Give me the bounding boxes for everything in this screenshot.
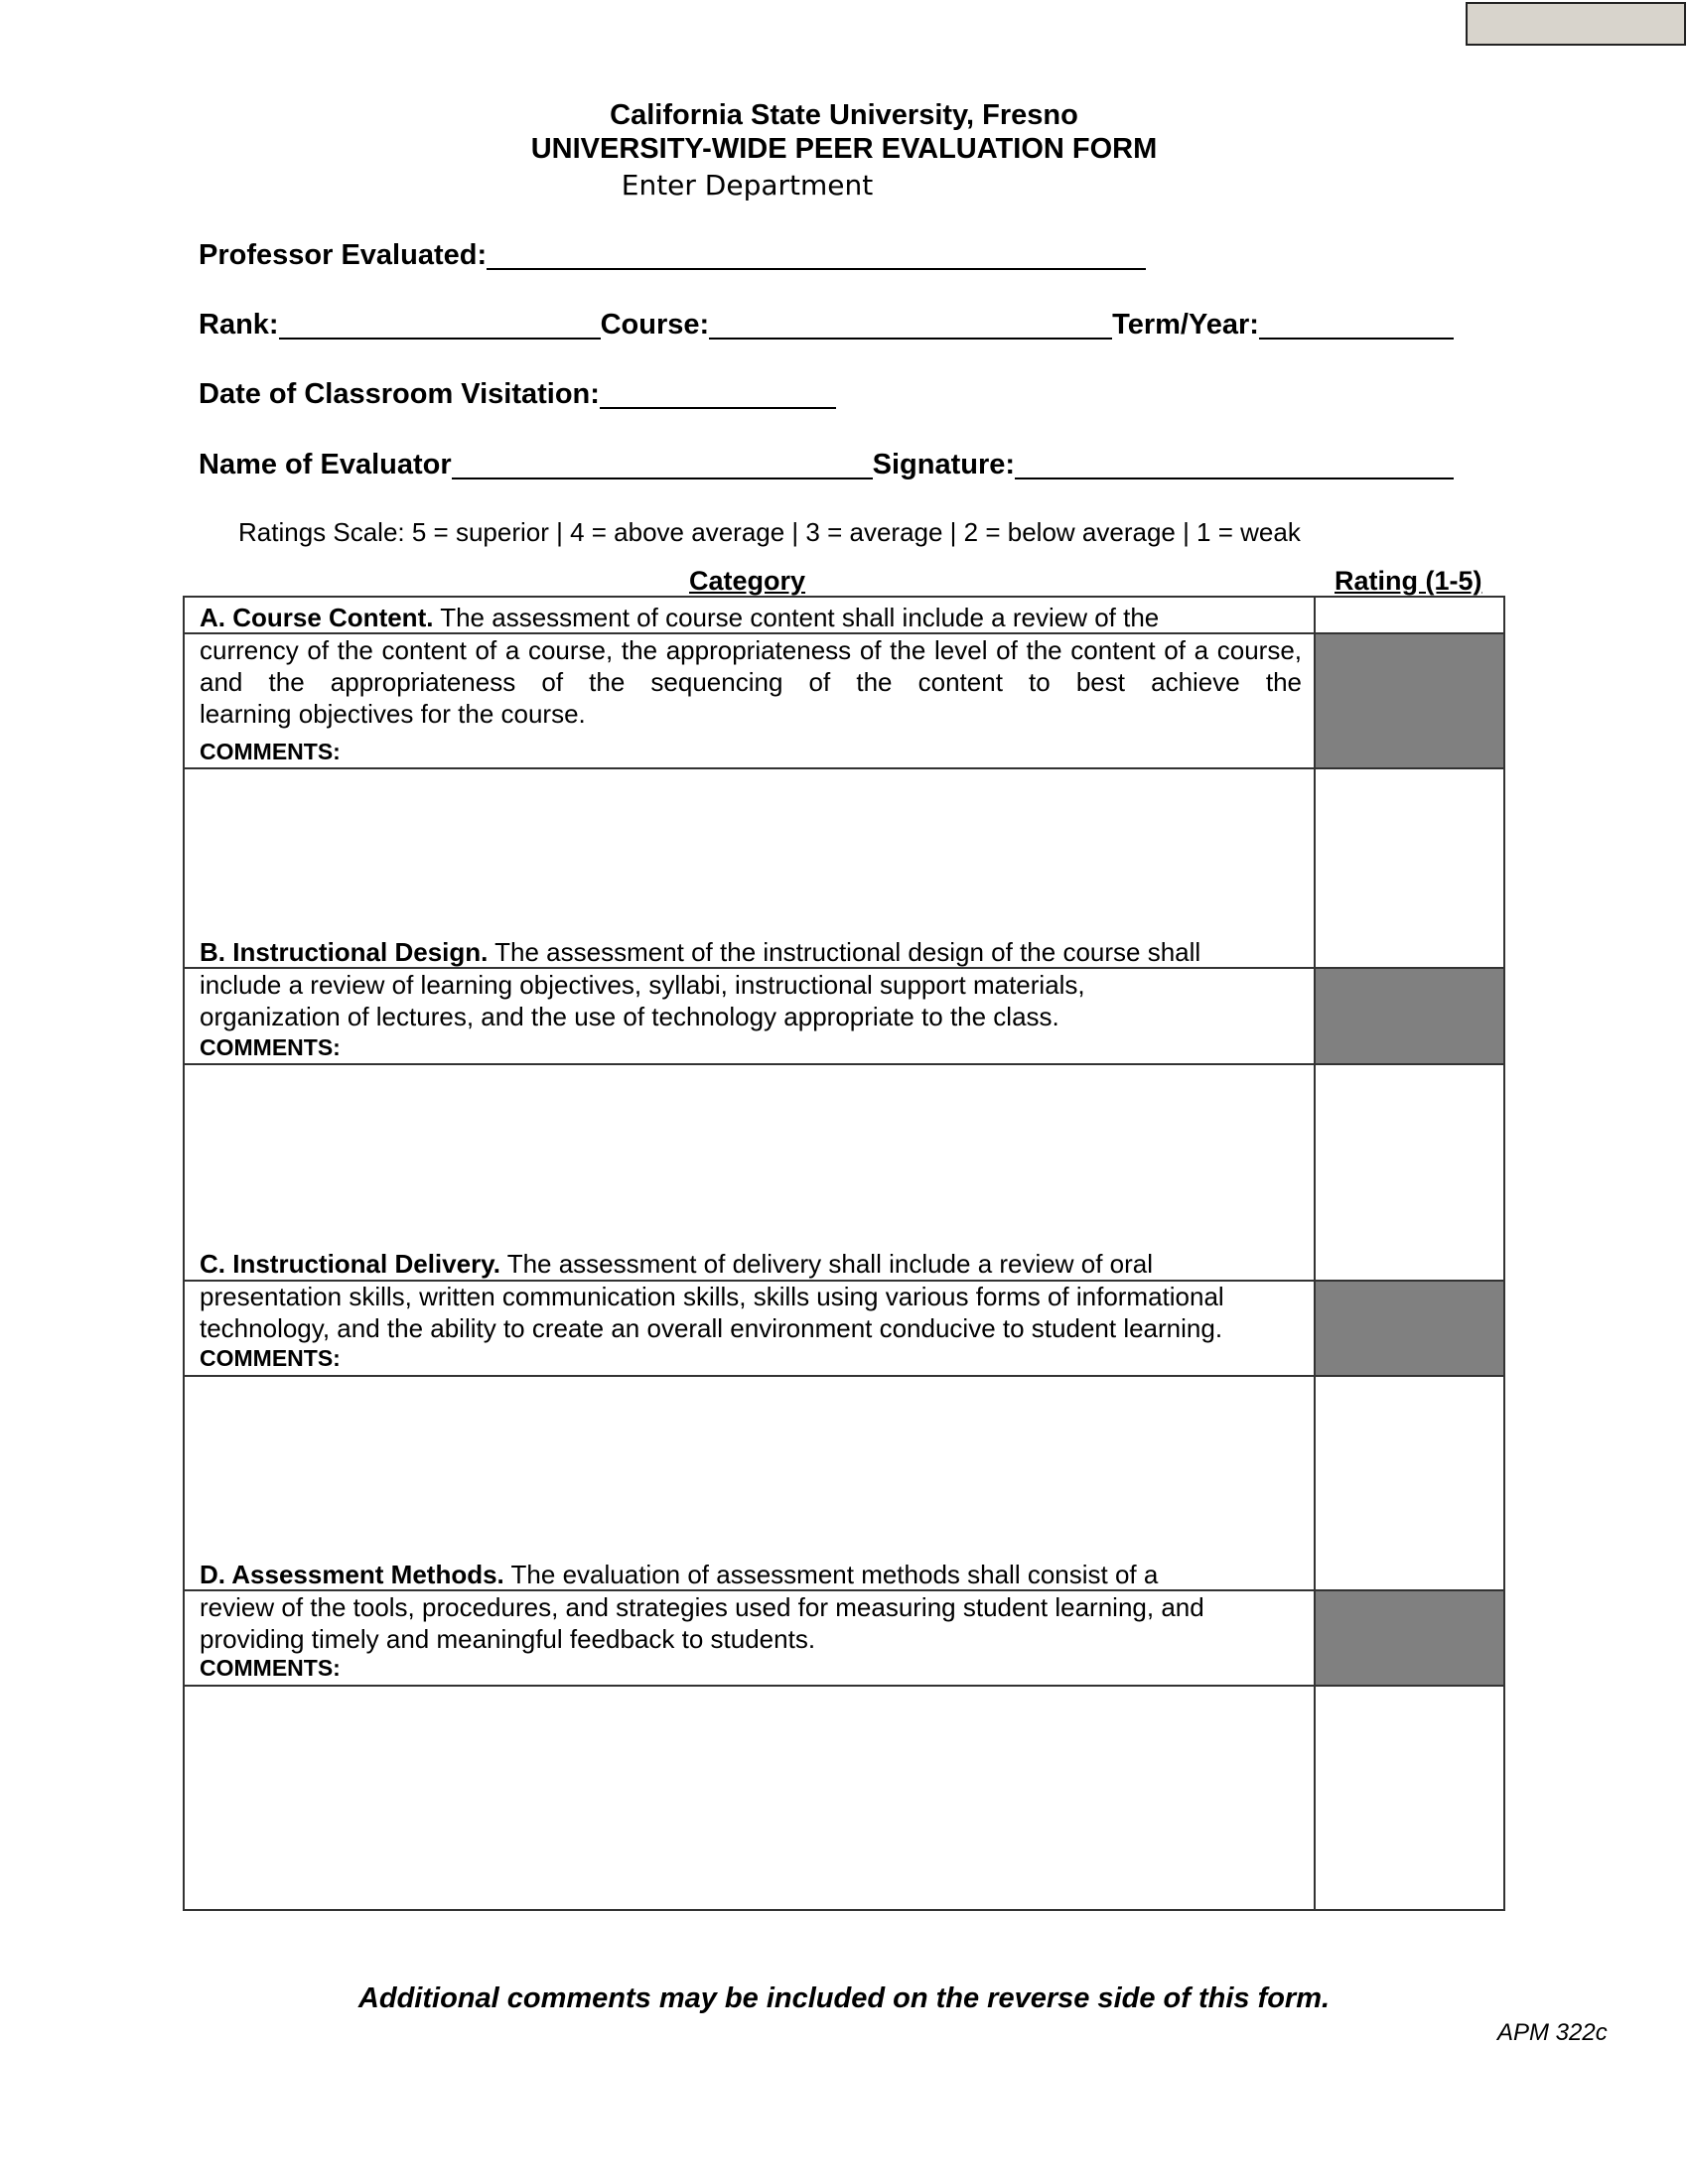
- rating-cell-d[interactable]: [1316, 1590, 1503, 1685]
- section-a-text-last: learning objectives for the course.: [200, 699, 586, 729]
- section-c-first-line: [200, 1249, 1153, 1279]
- ratings-scale: Ratings Scale: 5 = superior | 4 = above average | 3 = average | 2 = below average | 1 = weak: [238, 517, 1301, 547]
- rating-header: Rating (1-5): [1335, 566, 1482, 596]
- table-column-divider: [1314, 596, 1316, 1911]
- section-c-comments-area[interactable]: [185, 1377, 1314, 1556]
- section-d-comments-area[interactable]: [185, 1687, 1314, 1909]
- section-b-heading: B. Instructional Design.: [200, 937, 489, 967]
- date-row: [199, 375, 836, 411]
- rank-label: Rank:: [199, 309, 279, 341]
- section-a-comments-area[interactable]: [185, 769, 1314, 928]
- rating-cell-a[interactable]: [1316, 633, 1503, 768]
- section-b-body: include a review of learning objectives, syllabi, instructional support materials, organization of lectures, and the use of technology appropriate to the class.: [200, 970, 1085, 1031]
- section-a-lead: The assessment of course content shall include a review of the: [433, 603, 1160, 632]
- rating-cell-b[interactable]: [1316, 968, 1503, 1063]
- corner-input-box[interactable]: [1466, 2, 1686, 46]
- section-a-comments-label: COMMENTS:: [200, 739, 341, 764]
- professor-row: [199, 236, 1146, 272]
- evaluator-row: [199, 446, 1454, 481]
- rating-cell-c[interactable]: [1316, 1281, 1503, 1375]
- section-d-heading: D. Assessment Methods.: [200, 1560, 504, 1589]
- university-name: California State University, Fresno: [610, 99, 1078, 131]
- professor-input[interactable]: [487, 236, 1146, 270]
- section-c-body: presentation skills, written communication skills, skills using various forms of informational technology, and the ability to create an overall environment conducive to student learning.: [200, 1282, 1224, 1343]
- section-c-comments-label: COMMENTS:: [200, 1345, 341, 1371]
- section-a-text: currency of the content of a course, the appropriateness of the level of the content of a course, and the appropriateness of the sequencing of the content to best achieve the: [200, 635, 1302, 697]
- section-d-lead: The evaluation of assessment methods shall consist of a: [503, 1560, 1159, 1589]
- course-label: Course:: [600, 309, 710, 341]
- form-code: APM 322c: [1497, 2019, 1608, 2046]
- signature-input[interactable]: [1015, 446, 1454, 479]
- footer-note: Additional comments may be included on the reverse side of this form.: [357, 1982, 1331, 2014]
- category-header: Category: [689, 566, 806, 596]
- section-a-body-last: [200, 698, 1302, 730]
- section-b-lead: The assessment of the instructional design of the course shall: [488, 937, 1201, 967]
- term-input[interactable]: [1259, 306, 1454, 340]
- section-a-first-line: [200, 603, 1159, 632]
- section-b-comments-label: COMMENTS:: [200, 1034, 341, 1060]
- section-d-first-line: [200, 1560, 1158, 1589]
- section-d-body: review of the tools, procedures, and strategies used for measuring student learning, and providing timely and meaningful feedback to students.: [200, 1592, 1204, 1654]
- section-d-comments-label: COMMENTS:: [200, 1655, 341, 1681]
- department-field[interactable]: Enter Department: [621, 169, 874, 202]
- rank-input[interactable]: [279, 306, 601, 340]
- section-c-lead: The assessment of delivery shall include a review of oral: [499, 1249, 1153, 1279]
- signature-label: Signature:: [872, 449, 1016, 480]
- section-c-heading: C. Instructional Delivery.: [200, 1249, 500, 1279]
- professor-label: Professor Evaluated:: [199, 239, 488, 271]
- section-a-heading: A. Course Content.: [200, 603, 434, 632]
- section-a-body: [200, 634, 1302, 698]
- evaluator-label: Name of Evaluator: [199, 449, 452, 480]
- form-title: UNIVERSITY-WIDE PEER EVALUATION FORM: [530, 133, 1158, 165]
- date-input[interactable]: [600, 375, 836, 409]
- course-input[interactable]: [709, 306, 1112, 340]
- section-b-comments-area[interactable]: [185, 1065, 1314, 1244]
- rank-course-term-row: [199, 306, 1454, 341]
- date-label: Date of Classroom Visitation:: [199, 378, 600, 410]
- section-b-first-line: [200, 937, 1200, 967]
- term-label: Term/Year:: [1112, 309, 1259, 341]
- evaluator-input[interactable]: [452, 446, 873, 479]
